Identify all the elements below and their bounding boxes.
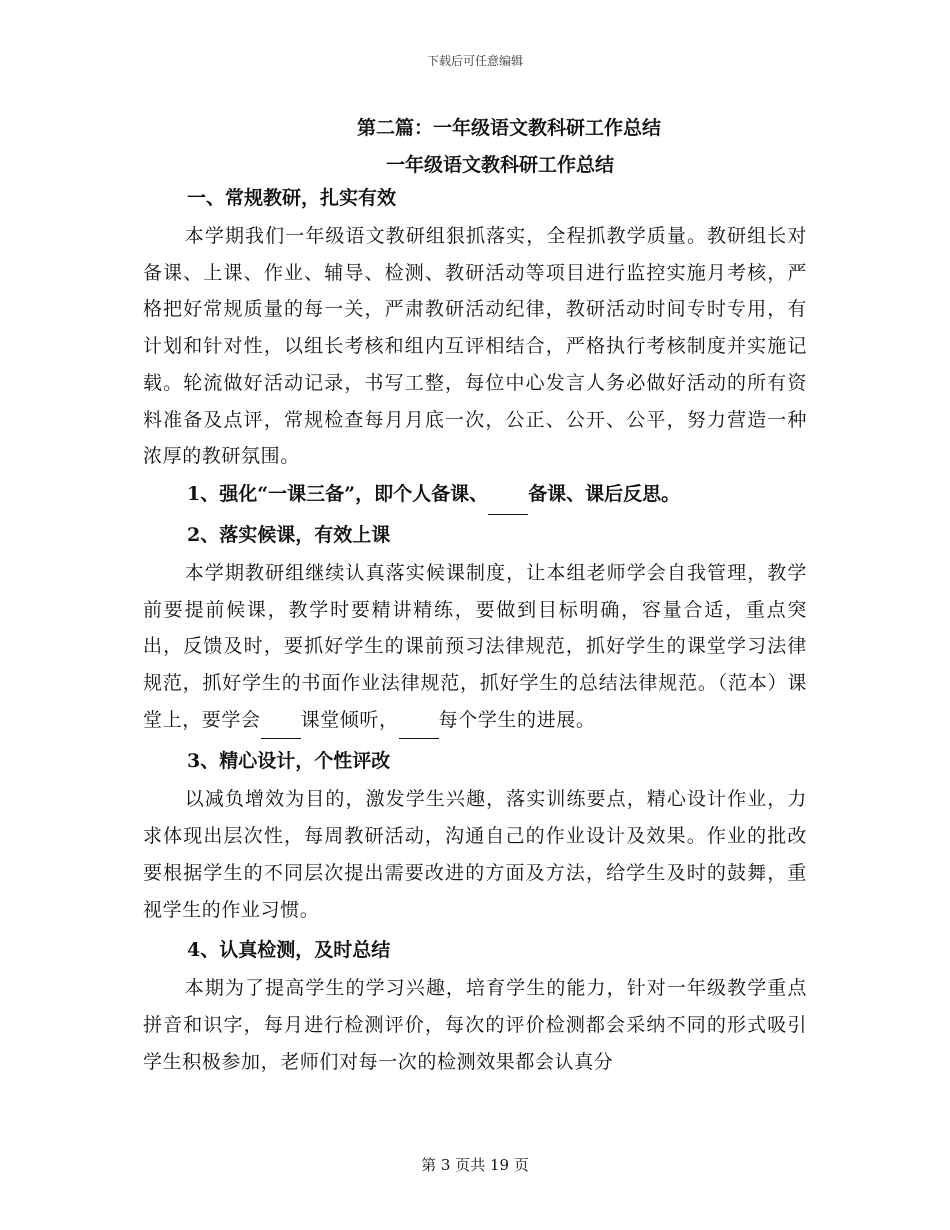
subheading-4: 4、认真检测，及时总结 bbox=[187, 939, 391, 962]
subheading-1-part1: 1、强化“一课三备”，即个人备课、 bbox=[187, 482, 489, 505]
header-note: 下载后可任意编辑 bbox=[426, 54, 523, 68]
subheading-2: 2、落实候课，有效上课 bbox=[187, 523, 391, 546]
paragraph-2-part3: 每个学生的进展。 bbox=[438, 708, 596, 731]
paragraph-2-part1: 本学期教研组继续认真落实候课制度，让本组老师学会自我管理，教学前要提前候课，教学时要精讲精练，要做到目标明确，容量合适，重点突出，反馈及时，要抓好学生的课前预习法律规范，抓好学生的课堂学习法律规范，抓好学生的书面作业法律规范，抓好学生的总结法律规范。（范本）课堂上，要学会 bbox=[143, 561, 807, 731]
section-heading-1: 一、常规教研，扎实有效 bbox=[187, 187, 397, 209]
paragraph-4: 本期为了提高学生的学习兴趣，培育学生的能力，针对一年级教学重点拼音和识字，每月进行检测评价，每次的评价检测都会采纳不同的形式吸引学生积极参加，老师们对每一次的检测效果都会认真分 bbox=[143, 977, 807, 1073]
paragraph-2 bbox=[143, 555, 807, 740]
fill-blank bbox=[488, 474, 528, 515]
fill-blank bbox=[261, 702, 301, 740]
paragraph-3: 以减负增效为目的，激发学生兴趣，落实训练要点，精心设计作业，力求体现出层次性，每周教研活动，沟通自己的作业设计及效果。作业的批改要根据学生的不同层次提出需要改进的方面及方法，给学生及时的鼓舞，重视学生的作业习惯。 bbox=[143, 788, 807, 921]
subheading-3: 3、精心设计，个性评改 bbox=[187, 750, 391, 773]
document-subtitle: 一年级语文教科研工作总结 bbox=[385, 154, 614, 176]
paragraph-2-part2: 课堂倾听， bbox=[300, 708, 399, 731]
page-number: 第 3 页共 19 页 bbox=[421, 1156, 529, 1174]
paragraph-1: 本学期我们一年级语文教研组狠抓落实，全程抓教学质量。教研组长对备课、上课、作业、辅导、检测、教研活动等项目进行监控实施月考核，严格把好常规质量的每一关，严肃教研活动纪律，教研活动时间专时专用，有计划和针对性，以组长考核和组内互评相结合，严格执行考核制度并实施记载。轮流做好活动记录，书写工整，每位中心发言人务必做好活动的所有资料准备及点评，常规检查每月月底一次，公正、公开、公平，努力营造一种浓厚的教研氛围。 bbox=[143, 225, 807, 468]
subheading-1-part2: 备课、课后反思。 bbox=[528, 482, 681, 505]
subheading-1 bbox=[143, 474, 807, 515]
document-title: 第二篇：一年级语文教科研工作总结 bbox=[356, 117, 661, 139]
fill-blank bbox=[399, 702, 439, 740]
document-body bbox=[143, 178, 807, 1080]
